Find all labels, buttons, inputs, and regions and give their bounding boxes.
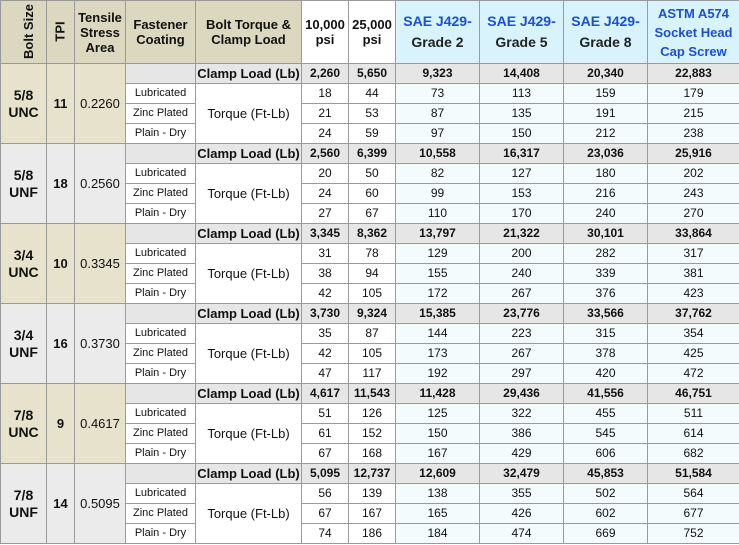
value-cell: 61 — [302, 424, 349, 444]
torque-label: Torque (Ft-Lb) — [196, 404, 302, 464]
bolt-size-cell: 5/8 UNF — [1, 144, 47, 224]
value-cell: 682 — [648, 444, 739, 464]
bolt-size-cell: 7/8 UNC — [1, 384, 47, 464]
clamp-load-label: Clamp Load (Lb) — [196, 144, 302, 164]
value-cell: 24 — [302, 124, 349, 144]
bolt-size-cell: 5/8 UNC — [1, 64, 47, 144]
value-cell: 30,101 — [564, 224, 648, 244]
coating-cell: Zinc Plated — [126, 104, 196, 124]
value-cell: 20 — [302, 164, 349, 184]
tpi-cell: 10 — [47, 224, 75, 304]
value-cell: 376 — [564, 284, 648, 304]
value-cell: 474 — [480, 524, 564, 544]
value-cell: 2,260 — [302, 64, 349, 84]
value-cell: 243 — [648, 184, 739, 204]
coating-cell: Plain - Dry — [126, 524, 196, 544]
value-cell: 87 — [349, 324, 396, 344]
value-cell: 135 — [480, 104, 564, 124]
tpi-cell: 11 — [47, 64, 75, 144]
value-cell: 33,864 — [648, 224, 739, 244]
value-cell: 238 — [648, 124, 739, 144]
value-cell: 212 — [564, 124, 648, 144]
value-cell: 155 — [396, 264, 480, 284]
value-cell: 170 — [480, 204, 564, 224]
bolt-size-header: Bolt Size — [1, 1, 47, 64]
torque-label: Torque (Ft-Lb) — [196, 84, 302, 144]
psi-25000-header: 25,000 psi — [349, 1, 396, 64]
value-cell: 168 — [349, 444, 396, 464]
header-row — [1, 1, 739, 64]
value-cell: 38 — [302, 264, 349, 284]
value-cell: 429 — [480, 444, 564, 464]
value-cell: 602 — [564, 504, 648, 524]
value-cell: 4,617 — [302, 384, 349, 404]
tpi-cell: 9 — [47, 384, 75, 464]
value-cell: 152 — [349, 424, 396, 444]
coating-cell: Zinc Plated — [126, 504, 196, 524]
torque-label: Torque (Ft-Lb) — [196, 244, 302, 304]
value-cell: 14,408 — [480, 64, 564, 84]
coating-cell: Lubricated — [126, 404, 196, 424]
coating-cell: Lubricated — [126, 164, 196, 184]
value-cell: 614 — [648, 424, 739, 444]
value-cell: 27 — [302, 204, 349, 224]
value-cell: 42 — [302, 284, 349, 304]
value-cell: 11,543 — [349, 384, 396, 404]
value-cell: 21,322 — [480, 224, 564, 244]
tpi-cell: 16 — [47, 304, 75, 384]
value-cell: 270 — [648, 204, 739, 224]
value-cell: 423 — [648, 284, 739, 304]
value-cell: 5,650 — [349, 64, 396, 84]
value-cell: 138 — [396, 484, 480, 504]
value-cell: 11,428 — [396, 384, 480, 404]
value-cell: 216 — [564, 184, 648, 204]
tensile-area-cell: 0.3730 — [75, 304, 126, 384]
value-cell: 150 — [396, 424, 480, 444]
value-cell: 172 — [396, 284, 480, 304]
clamp-load-row — [1, 144, 739, 164]
value-cell: 31 — [302, 244, 349, 264]
value-cell: 215 — [648, 104, 739, 124]
clamp-load-label: Clamp Load (Lb) — [196, 64, 302, 84]
value-cell: 3,345 — [302, 224, 349, 244]
value-cell: 502 — [564, 484, 648, 504]
tensile-area-cell: 0.3345 — [75, 224, 126, 304]
value-cell: 41,556 — [564, 384, 648, 404]
value-cell: 51 — [302, 404, 349, 424]
clamp-load-row — [1, 384, 739, 404]
value-cell: 378 — [564, 344, 648, 364]
torque-label: Torque (Ft-Lb) — [196, 164, 302, 224]
value-cell: 3,730 — [302, 304, 349, 324]
value-cell: 21 — [302, 104, 349, 124]
value-cell: 420 — [564, 364, 648, 384]
value-cell: 18 — [302, 84, 349, 104]
psi-10000-header: 10,000 psi — [302, 1, 349, 64]
clamp-load-label: Clamp Load (Lb) — [196, 464, 302, 484]
sae-grade-5-header: SAE J429- Grade 5 — [480, 1, 564, 64]
value-cell: 87 — [396, 104, 480, 124]
value-cell: 167 — [349, 504, 396, 524]
value-cell: 42 — [302, 344, 349, 364]
value-cell: 317 — [648, 244, 739, 264]
coating-cell: Lubricated — [126, 244, 196, 264]
value-cell: 117 — [349, 364, 396, 384]
value-cell: 60 — [349, 184, 396, 204]
value-cell: 37,762 — [648, 304, 739, 324]
value-cell: 240 — [480, 264, 564, 284]
value-cell: 56 — [302, 484, 349, 504]
tpi-header: TPI — [47, 1, 75, 64]
value-cell: 113 — [480, 84, 564, 104]
bolt-size-cell: 7/8 UNF — [1, 464, 47, 544]
value-cell: 153 — [480, 184, 564, 204]
value-cell: 25,916 — [648, 144, 739, 164]
coating-cell: Plain - Dry — [126, 204, 196, 224]
value-cell: 511 — [648, 404, 739, 424]
value-cell: 32,479 — [480, 464, 564, 484]
value-cell: 50 — [349, 164, 396, 184]
clamp-load-label: Clamp Load (Lb) — [196, 304, 302, 324]
value-cell: 339 — [564, 264, 648, 284]
value-cell: 426 — [480, 504, 564, 524]
coating-cell: Zinc Plated — [126, 424, 196, 444]
coating-blank-cell — [126, 384, 196, 404]
sae-grade-2-header: SAE J429- Grade 2 — [396, 1, 480, 64]
tpi-cell: 18 — [47, 144, 75, 224]
coating-cell: Plain - Dry — [126, 124, 196, 144]
coating-blank-cell — [126, 224, 196, 244]
tensile-area-cell: 0.4617 — [75, 384, 126, 464]
value-cell: 192 — [396, 364, 480, 384]
clamp-load-row — [1, 464, 739, 484]
clamp-load-row — [1, 304, 739, 324]
clamp-load-row — [1, 64, 739, 84]
value-cell: 9,323 — [396, 64, 480, 84]
value-cell: 110 — [396, 204, 480, 224]
value-cell: 94 — [349, 264, 396, 284]
value-cell: 180 — [564, 164, 648, 184]
torque-label: Torque (Ft-Lb) — [196, 324, 302, 384]
value-cell: 33,566 — [564, 304, 648, 324]
value-cell: 677 — [648, 504, 739, 524]
tensile-area-cell: 0.5095 — [75, 464, 126, 544]
value-cell: 16,317 — [480, 144, 564, 164]
value-cell: 240 — [564, 204, 648, 224]
value-cell: 282 — [564, 244, 648, 264]
tensile-area-cell: 0.2260 — [75, 64, 126, 144]
coating-cell: Plain - Dry — [126, 444, 196, 464]
value-cell: 67 — [349, 204, 396, 224]
coating-cell: Zinc Plated — [126, 344, 196, 364]
value-cell: 126 — [349, 404, 396, 424]
value-cell: 12,737 — [349, 464, 396, 484]
clamp-load-label: Clamp Load (Lb) — [196, 224, 302, 244]
value-cell: 99 — [396, 184, 480, 204]
tensile-area-header: Tensile Stress Area — [75, 1, 126, 64]
value-cell: 44 — [349, 84, 396, 104]
value-cell: 144 — [396, 324, 480, 344]
value-cell: 606 — [564, 444, 648, 464]
fastener-coating-header: Fastener Coating — [126, 1, 196, 64]
value-cell: 15,385 — [396, 304, 480, 324]
value-cell: 139 — [349, 484, 396, 504]
value-cell: 78 — [349, 244, 396, 264]
torque-clamp-header: Bolt Torque & Clamp Load — [196, 1, 302, 64]
coating-cell: Lubricated — [126, 324, 196, 344]
value-cell: 59 — [349, 124, 396, 144]
coating-cell: Zinc Plated — [126, 264, 196, 284]
value-cell: 8,362 — [349, 224, 396, 244]
value-cell: 165 — [396, 504, 480, 524]
value-cell: 23,036 — [564, 144, 648, 164]
value-cell: 129 — [396, 244, 480, 264]
value-cell: 12,609 — [396, 464, 480, 484]
value-cell: 47 — [302, 364, 349, 384]
value-cell: 35 — [302, 324, 349, 344]
coating-blank-cell — [126, 144, 196, 164]
value-cell: 82 — [396, 164, 480, 184]
value-cell: 223 — [480, 324, 564, 344]
coating-blank-cell — [126, 64, 196, 84]
value-cell: 105 — [349, 344, 396, 364]
value-cell: 23,776 — [480, 304, 564, 324]
tensile-area-cell: 0.2560 — [75, 144, 126, 224]
value-cell: 267 — [480, 344, 564, 364]
value-cell: 51,584 — [648, 464, 739, 484]
value-cell: 355 — [480, 484, 564, 504]
value-cell: 564 — [648, 484, 739, 504]
tpi-cell: 14 — [47, 464, 75, 544]
torque-label: Torque (Ft-Lb) — [196, 484, 302, 544]
value-cell: 127 — [480, 164, 564, 184]
value-cell: 67 — [302, 504, 349, 524]
clamp-load-label: Clamp Load (Lb) — [196, 384, 302, 404]
value-cell: 191 — [564, 104, 648, 124]
value-cell: 386 — [480, 424, 564, 444]
value-cell: 354 — [648, 324, 739, 344]
value-cell: 455 — [564, 404, 648, 424]
value-cell: 125 — [396, 404, 480, 424]
astm-a574-header: ASTM A574 Socket Head Cap Screw — [648, 1, 739, 64]
value-cell: 472 — [648, 364, 739, 384]
value-cell: 13,797 — [396, 224, 480, 244]
value-cell: 200 — [480, 244, 564, 264]
coating-cell: Lubricated — [126, 484, 196, 504]
coating-cell: Zinc Plated — [126, 184, 196, 204]
value-cell: 184 — [396, 524, 480, 544]
value-cell: 10,558 — [396, 144, 480, 164]
value-cell: 29,436 — [480, 384, 564, 404]
value-cell: 381 — [648, 264, 739, 284]
bolt-size-cell: 3/4 UNF — [1, 304, 47, 384]
value-cell: 73 — [396, 84, 480, 104]
value-cell: 167 — [396, 444, 480, 464]
value-cell: 46,751 — [648, 384, 739, 404]
coating-cell: Plain - Dry — [126, 364, 196, 384]
value-cell: 45,853 — [564, 464, 648, 484]
value-cell: 22,883 — [648, 64, 739, 84]
value-cell: 6,399 — [349, 144, 396, 164]
value-cell: 297 — [480, 364, 564, 384]
value-cell: 315 — [564, 324, 648, 344]
coating-cell: Lubricated — [126, 84, 196, 104]
coating-blank-cell — [126, 464, 196, 484]
value-cell: 545 — [564, 424, 648, 444]
value-cell: 159 — [564, 84, 648, 104]
coating-cell: Plain - Dry — [126, 284, 196, 304]
value-cell: 173 — [396, 344, 480, 364]
value-cell: 202 — [648, 164, 739, 184]
value-cell: 9,324 — [349, 304, 396, 324]
value-cell: 24 — [302, 184, 349, 204]
clamp-load-row — [1, 224, 739, 244]
table-body — [1, 64, 739, 544]
value-cell: 322 — [480, 404, 564, 424]
value-cell: 2,560 — [302, 144, 349, 164]
value-cell: 425 — [648, 344, 739, 364]
value-cell: 53 — [349, 104, 396, 124]
value-cell: 74 — [302, 524, 349, 544]
value-cell: 752 — [648, 524, 739, 544]
value-cell: 150 — [480, 124, 564, 144]
value-cell: 267 — [480, 284, 564, 304]
value-cell: 179 — [648, 84, 739, 104]
sae-grade-8-header: SAE J429- Grade 8 — [564, 1, 648, 64]
value-cell: 5,095 — [302, 464, 349, 484]
coating-blank-cell — [126, 304, 196, 324]
value-cell: 186 — [349, 524, 396, 544]
value-cell: 669 — [564, 524, 648, 544]
value-cell: 67 — [302, 444, 349, 464]
bolt-size-cell: 3/4 UNC — [1, 224, 47, 304]
value-cell: 97 — [396, 124, 480, 144]
value-cell: 105 — [349, 284, 396, 304]
value-cell: 20,340 — [564, 64, 648, 84]
